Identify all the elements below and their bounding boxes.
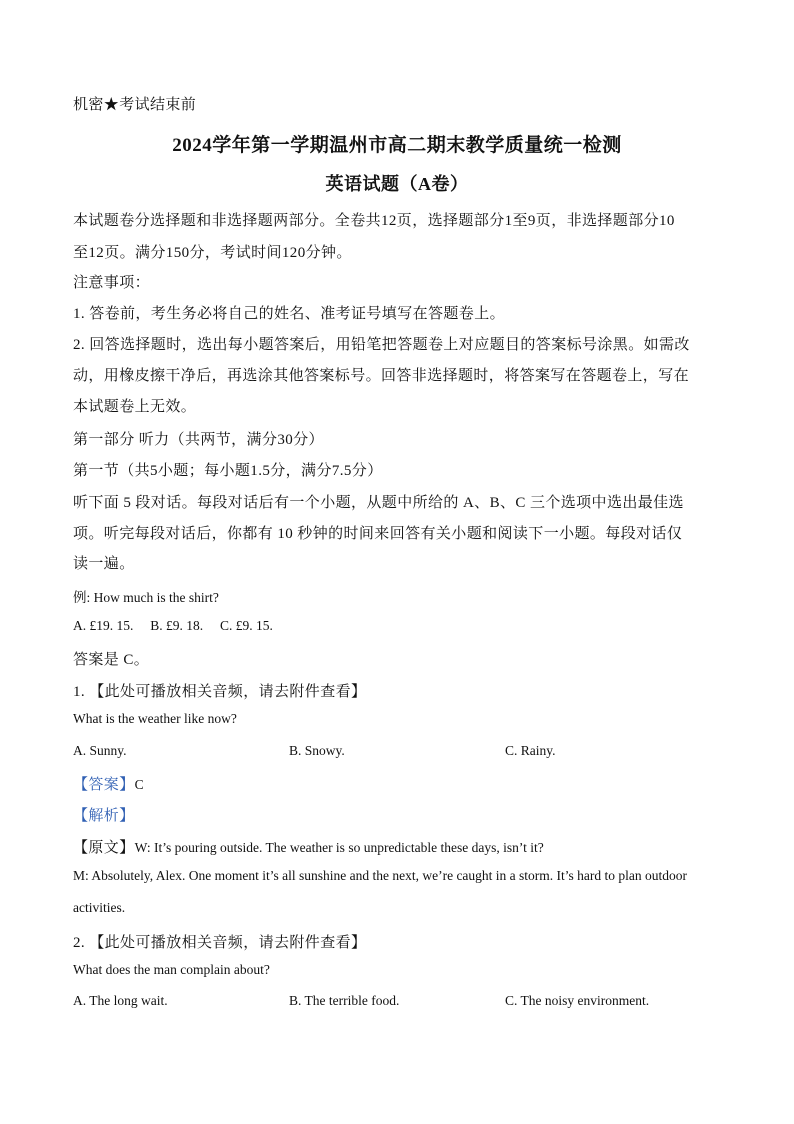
transcript-text: W: It’s pouring outside. The weather is so unpredictable these days, isn’t it? [134, 840, 544, 855]
intro-line-2: 至12页。满分150分，考试时间120分钟。 [73, 245, 352, 261]
question-2-text: What does the man complain about? [73, 962, 270, 977]
question-2-option-a: A. The long wait. [73, 993, 168, 1008]
question-1-transcript-line-2: M: Absolutely, Alex. One moment it’s all sunshine and the next, we’re caught in a storm. It’s hard to plan outdoor [73, 868, 688, 883]
instructions-line-2: 项。听完每段对话后，你都有 10 秒钟的时间来回答有关小题和阅读下一小题。每段对话仅 [73, 526, 683, 542]
notice-item-1: 1. 答卷前，考生务必将自己的姓名、准考证号填写在答题卷上。 [73, 306, 506, 322]
question-1-option-c: C. Rainy. [505, 743, 556, 758]
notice-item-2-line-3: 本试题卷上无效。 [73, 399, 197, 415]
question-1-answer [73, 773, 144, 794]
confidential-label: 机密★考试结束前 [73, 97, 197, 113]
instructions-line-1: 听下面 5 段对话。每段对话后有一个小题，从题中所给的 A、B、C 三个选项中选出最佳选 [73, 495, 684, 511]
example-options: A. £19. 15. B. £9. 18. C. £9. 15. [73, 618, 273, 633]
question-1-text: What is the weather like now? [73, 711, 237, 726]
instructions-line-3: 读一遍。 [73, 556, 135, 572]
answer-value: C [134, 777, 144, 792]
question-2-header: 2. 【此处可播放相关音频，请去附件查看】 [73, 935, 367, 951]
question-2-option-c: C. The noisy environment. [505, 993, 650, 1008]
question-1-option-b: B. Snowy. [289, 743, 345, 758]
question-1-header: 1. 【此处可播放相关音频，请去附件查看】 [73, 684, 367, 700]
question-1-transcript-line-3: activities. [73, 900, 126, 915]
answer-label: 【答案】 [73, 777, 135, 793]
question-1-transcript-line-1 [73, 836, 544, 857]
question-2-option-b: B. The terrible food. [289, 993, 400, 1008]
notice-heading: 注意事项： [73, 275, 151, 291]
notice-item-2-line-1: 2. 回答选择题时，选出每小题答案后，用铅笔把答题卷上对应题目的答案标号涂黑。如需改 [73, 337, 690, 353]
exam-title: 2024学年第一学期温州市高二期末教学质量统一检测 [172, 135, 622, 156]
transcript-label: 【原文】 [73, 840, 135, 856]
question-1-option-a: A. Sunny. [73, 743, 127, 758]
question-1-analysis-label: 【解析】 [73, 808, 135, 824]
question-1-options [73, 743, 733, 759]
example-answer: 答案是 C。 [73, 652, 150, 668]
question-2-options [73, 993, 733, 1009]
section-one-heading: 第一节（共5小题；每小题1.5分，满分7.5分） [73, 463, 383, 479]
exam-subtitle: 英语试题（A卷） [325, 174, 469, 194]
notice-item-2-line-2: 动，用橡皮擦干净后，再选涂其他答案标号。回答非选择题时，将答案写在答题卷上，写在 [73, 368, 690, 384]
part-one-heading: 第一部分 听力（共两节，满分30分） [73, 432, 324, 448]
intro-line-1: 本试题卷分选择题和非选择题两部分。全卷共12页，选择题部分1至9页，非选择题部分10 [73, 213, 675, 229]
example-question: 例: How much is the shirt? [73, 590, 219, 605]
